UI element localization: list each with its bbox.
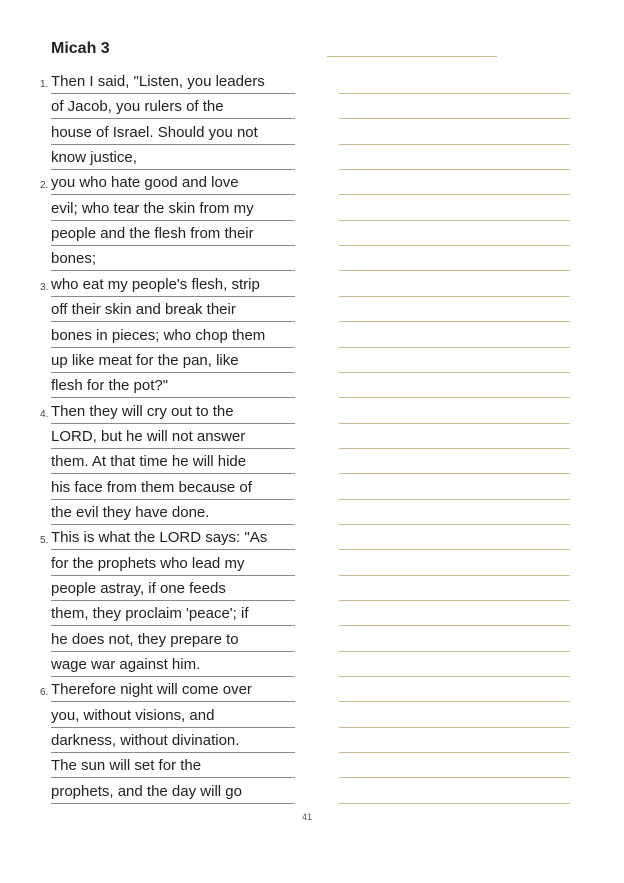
verse-number: 6. bbox=[40, 687, 49, 698]
line-text: of Jacob, you rulers of the bbox=[51, 98, 224, 115]
text-line bbox=[51, 575, 295, 601]
writing-line bbox=[339, 473, 570, 474]
text-line bbox=[51, 651, 295, 677]
line-text: them. At that time he will hide bbox=[51, 453, 247, 470]
writing-line bbox=[339, 701, 570, 702]
verse-number: 5. bbox=[40, 535, 49, 546]
text-line bbox=[51, 600, 295, 626]
line-text: you who hate good and love bbox=[51, 174, 239, 191]
text-line bbox=[51, 271, 295, 297]
writing-line bbox=[339, 321, 570, 322]
writing-line bbox=[339, 220, 570, 221]
line-text: Then I said, "Listen, you leaders bbox=[51, 73, 265, 90]
line-text: house of Israel. Should you not bbox=[51, 124, 258, 141]
text-line bbox=[51, 448, 295, 474]
verse-number: 4. bbox=[40, 409, 49, 420]
line-text: bones; bbox=[51, 250, 97, 267]
text-line bbox=[51, 245, 295, 271]
text-line bbox=[51, 296, 295, 322]
writing-line bbox=[339, 245, 570, 246]
line-text: up like meat for the pan, like bbox=[51, 352, 239, 369]
text-line bbox=[51, 423, 295, 449]
text-line bbox=[51, 347, 295, 373]
text-line bbox=[51, 398, 295, 424]
line-text: for the prophets who lead my bbox=[51, 555, 245, 572]
text-line bbox=[51, 68, 295, 94]
line-text: Then they will cry out to the bbox=[51, 403, 234, 420]
writing-line bbox=[339, 600, 570, 601]
line-text: This is what the LORD says: "As bbox=[51, 529, 268, 546]
writing-line bbox=[339, 524, 570, 525]
writing-line bbox=[339, 423, 570, 424]
writing-line bbox=[339, 169, 570, 170]
text-line bbox=[51, 119, 295, 145]
line-text: flesh for the pot?" bbox=[51, 377, 169, 394]
line-text: evil; who tear the skin from my bbox=[51, 200, 254, 217]
text-line bbox=[51, 550, 295, 576]
verse-number: 2. bbox=[40, 180, 49, 191]
line-text: prophets, and the day will go bbox=[51, 783, 242, 800]
line-text: The sun will set for the bbox=[51, 757, 202, 774]
text-line bbox=[51, 195, 295, 221]
line-text: who eat my people's flesh, strip bbox=[51, 276, 260, 293]
writing-line bbox=[339, 194, 570, 195]
writing-line bbox=[339, 777, 570, 778]
line-text: know justice, bbox=[51, 149, 137, 166]
writing-line bbox=[339, 651, 570, 652]
line-text: people and the flesh from their bbox=[51, 225, 254, 242]
writing-line bbox=[339, 499, 570, 500]
writing-line bbox=[339, 270, 570, 271]
text-line bbox=[51, 499, 295, 525]
writing-line bbox=[339, 549, 570, 550]
text-line bbox=[51, 474, 295, 500]
line-text: wage war against him. bbox=[51, 656, 201, 673]
text-line bbox=[51, 144, 295, 170]
line-text: off their skin and break their bbox=[51, 301, 236, 318]
writing-line bbox=[339, 752, 570, 753]
text-line bbox=[51, 702, 295, 728]
text-line bbox=[51, 524, 295, 550]
text-line bbox=[51, 727, 295, 753]
writing-line bbox=[339, 296, 570, 297]
text-line bbox=[51, 372, 295, 398]
text-line bbox=[51, 169, 295, 195]
writing-line bbox=[339, 727, 570, 728]
writing-line bbox=[339, 575, 570, 576]
line-text: LORD, but he will not answer bbox=[51, 428, 246, 445]
text-line bbox=[51, 220, 295, 246]
writing-line bbox=[339, 144, 570, 145]
text-line bbox=[51, 778, 295, 804]
writing-line bbox=[339, 448, 570, 449]
writing-line bbox=[339, 676, 570, 677]
verse-number: 3. bbox=[40, 282, 49, 293]
writing-line bbox=[339, 625, 570, 626]
line-text: his face from them because of bbox=[51, 479, 252, 496]
line-text: them, they proclaim 'peace'; if bbox=[51, 605, 249, 622]
text-line bbox=[51, 93, 295, 119]
line-text: you, without visions, and bbox=[51, 707, 215, 724]
text-line bbox=[51, 752, 295, 778]
page-title: Micah 3 bbox=[51, 40, 110, 57]
line-text: he does not, they prepare to bbox=[51, 631, 239, 648]
line-text: darkness, without divination. bbox=[51, 732, 240, 749]
writing-line bbox=[339, 397, 570, 398]
writing-line bbox=[339, 803, 570, 804]
text-line bbox=[51, 676, 295, 702]
line-text: people astray, if one feeds bbox=[51, 580, 226, 597]
text-line bbox=[51, 322, 295, 348]
title-writing-line bbox=[327, 56, 497, 57]
verse-number: 1. bbox=[40, 79, 49, 90]
writing-line bbox=[339, 372, 570, 373]
writing-line bbox=[339, 93, 570, 94]
line-text: the evil they have done. bbox=[51, 504, 210, 521]
text-line bbox=[51, 626, 295, 652]
line-text: Therefore night will come over bbox=[51, 681, 252, 698]
page-number: 41 bbox=[302, 812, 313, 822]
writing-line bbox=[339, 347, 570, 348]
line-text: bones in pieces; who chop them bbox=[51, 327, 266, 344]
writing-line bbox=[339, 118, 570, 119]
